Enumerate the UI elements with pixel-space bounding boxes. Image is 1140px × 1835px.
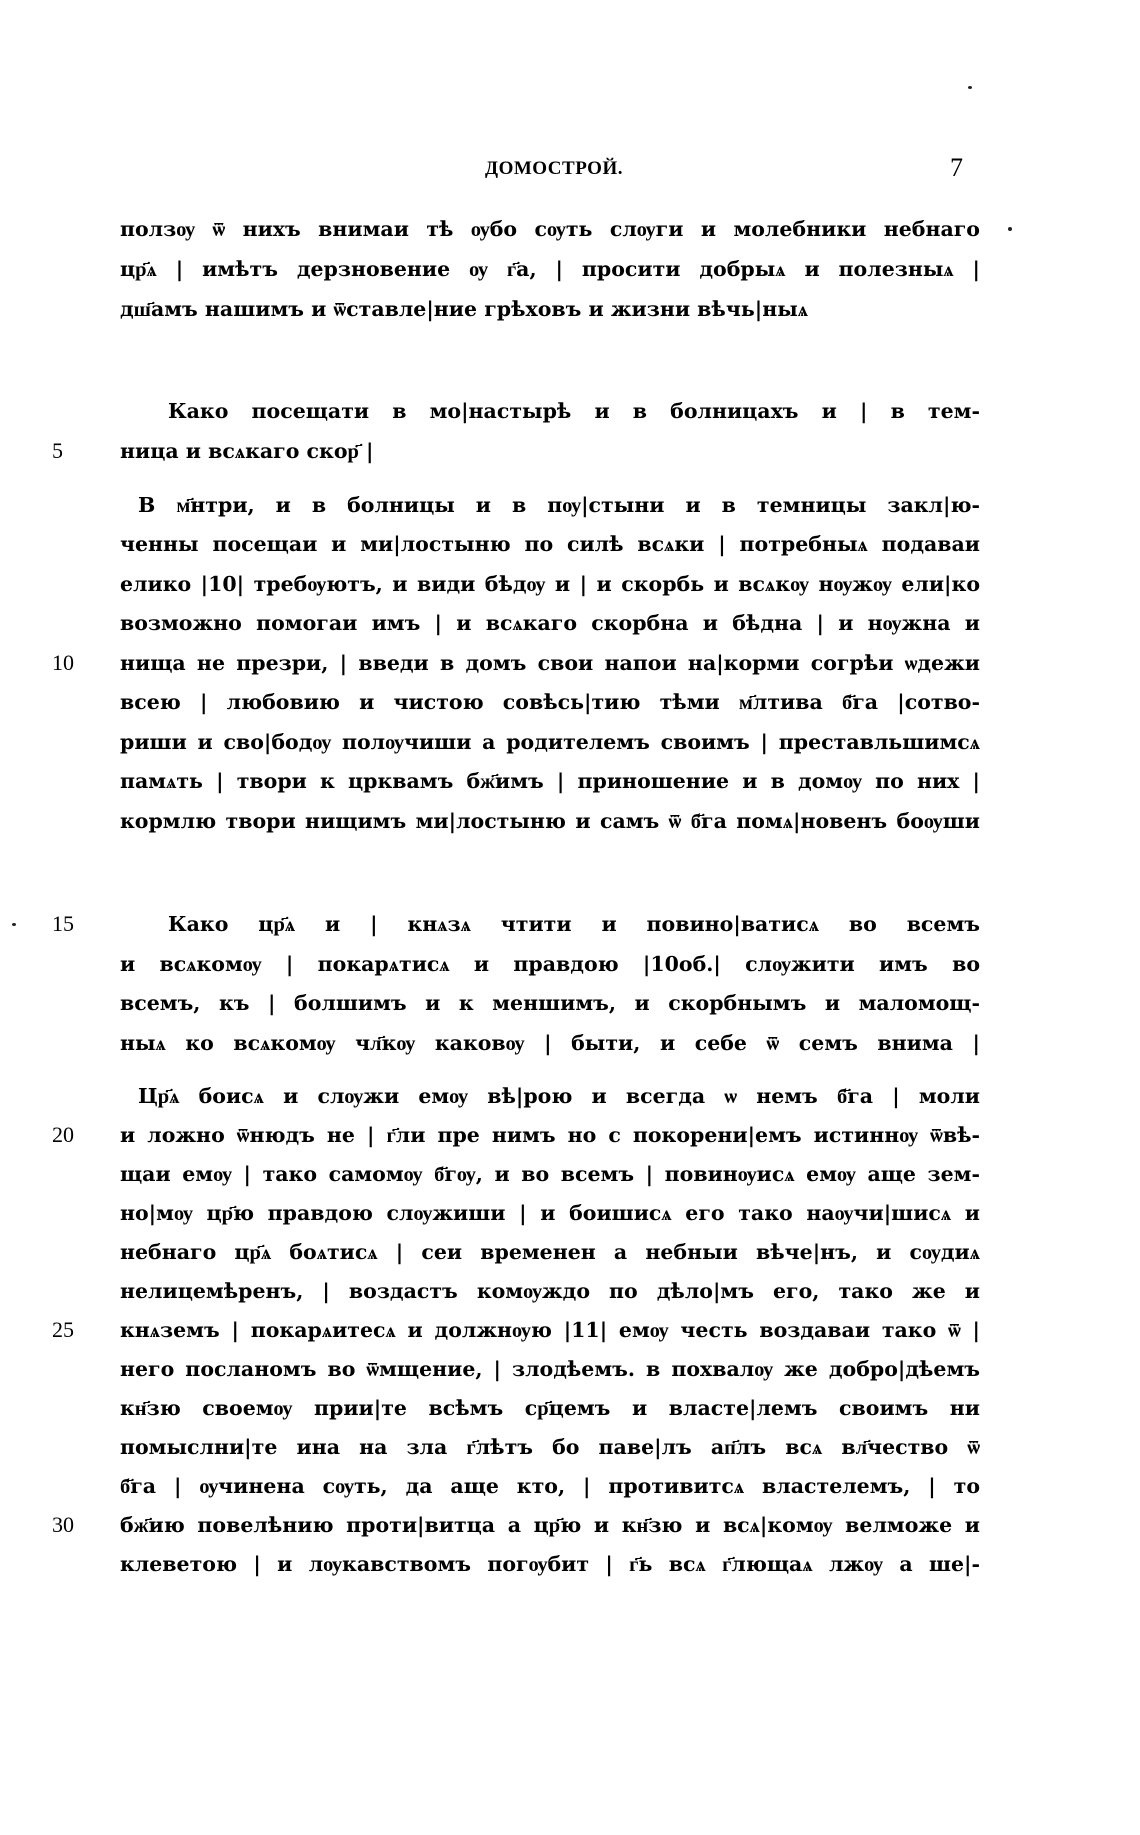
line-number: 10	[52, 650, 74, 675]
text-line: кормлю твори нищимъ ми|лостыню и самъ ѿ б҃га помѧ|новенъ боѹши	[120, 809, 980, 833]
section-heading-line: всемъ, къ | болшимъ и к меншимъ, и скорбнымъ и маломощ-	[120, 991, 980, 1015]
text-line: кн҃зю своемѹ прии|те всѣмъ ср҃цемъ и власте|лемъ своимъ ни	[120, 1396, 980, 1420]
line-number: 20	[52, 1122, 74, 1147]
line-number: 15	[52, 911, 74, 936]
text-line: нища не презри, | введи в домъ свои напои на|корми согрѣи ѡдежи	[120, 651, 980, 675]
running-title: ДОМОСТРОЙ.	[485, 158, 623, 179]
text-line: небнаго цр҃ѧ боѧтисѧ | сеи временен а небныи вѣче|нъ, и сѹдиѧ	[120, 1240, 980, 1264]
section-heading-line: и всѧкомѹ | покарѧтисѧ и правдою |10об.| слѹжити имъ во	[120, 952, 980, 976]
text-line: риши и сво|бодѹ полѹчиши а родителемъ своимъ | преставльшимсѧ	[120, 730, 980, 754]
print-speck	[968, 86, 972, 89]
print-speck	[1008, 227, 1012, 231]
line-number: 25	[52, 1317, 74, 1342]
text-line: помыслни|те ина на зла г҃лѣтъ бо паве|лъ ап҃лъ всѧ вл҃чество ѿ	[120, 1435, 980, 1459]
text-line: б҃га | ѹчинена сѹть, да аще кто, | противитсѧ властелемъ, | то	[120, 1474, 980, 1498]
text-line: ченны посещаи и ми|лостыню по силѣ всѧки | потребныѧ подаваи	[120, 532, 980, 556]
text-line: ползѹ ѿ нихъ внимаи тѣ ѹбо сѹть слѹги и молебники небнаго	[120, 217, 980, 241]
text-line: и ложно ѿнюдъ не | г҃ли пре нимъ но с покорени|емъ истиннѹ ѿвѣ-	[120, 1123, 980, 1147]
line-number: 5	[52, 438, 63, 463]
print-speck	[12, 923, 16, 926]
text-line: памѧть | твори к црквамъ бж҃имъ | приношение и в домѹ по них |	[120, 769, 980, 793]
section-heading-line: Како посещати в мо|настырѣ и в болницахъ и | в тем-	[168, 399, 980, 423]
text-line: бж҃ию повелѣнию проти|витца а цр҃ю и кн҃зю и всѧ|комѹ велможе и	[120, 1513, 980, 1537]
text-line: возможно помогаи имъ | и всѧкаго скорбна и бѣдна | и нѹжна и	[120, 611, 980, 635]
text-line: щаи емѹ | тако самомѹ б҃гѹ, и во всемъ | повинѹисѧ емѹ аще зем-	[120, 1162, 980, 1186]
text-line: цр҃ѧ | имѣтъ дерзновение ѹ г҃а, | просити добрыѧ и полезныѧ |	[120, 257, 980, 281]
text-line: но|мѹ цр҃ю правдою слѹжиши | и боишисѧ его тако наѹчи|шисѧ и	[120, 1201, 980, 1225]
section-heading-line: ныѧ ко всѧкомѹ чл҃кѹ каковѹ | быти, и себе ѿ семъ внима |	[120, 1031, 980, 1055]
page-number: 7	[950, 153, 963, 182]
section-heading-line: Како цр҃ѧ и | кнѧзѧ чтити и повино|ватисѧ во всемъ	[168, 912, 980, 936]
text-line: Цр҃ѧ боисѧ и слѹжи емѹ вѣ|рою и всегда ѡ немъ б҃га | моли	[138, 1084, 980, 1108]
text-line: дш҃амъ нашимъ и ѿставле|ние грѣховъ и жизни вѣчь|ныѧ	[120, 297, 809, 321]
line-number: 30	[52, 1512, 74, 1537]
page-header	[0, 153, 1140, 188]
text-line: всею | любовию и чистою совѣсь|тию тѣми м҃лтива б҃га |сотво-	[120, 690, 980, 714]
section-heading-line: ница и всѧкаго скор҃ |	[120, 439, 374, 463]
text-line: него посланомъ во ѿмщение, | злодѣемъ. в похвалѹ же добро|дѣемъ	[120, 1357, 980, 1381]
text-line: кнѧземъ | покарѧитесѧ и должнѹю |11| емѹ честь воздаваи тако ѿ |	[120, 1318, 980, 1342]
text-line: клеветою | и лѹкавствомъ погѹбит | г҃ь всѧ г҃лющаѧ лжѹ а ше|-	[120, 1552, 980, 1576]
text-line: елико |10| требѹютъ, и види бѣдѹ и | и скорбь и всѧкѹ нѹжѹ ели|ко	[120, 572, 980, 596]
text-line: нелицемѣренъ, | воздастъ комѹждо по дѣло|мъ его, тако же и	[120, 1279, 980, 1303]
text-line: В м҃нтри, и в болницы и в пѹ|стыни и в темницы закл|ю-	[138, 493, 980, 517]
